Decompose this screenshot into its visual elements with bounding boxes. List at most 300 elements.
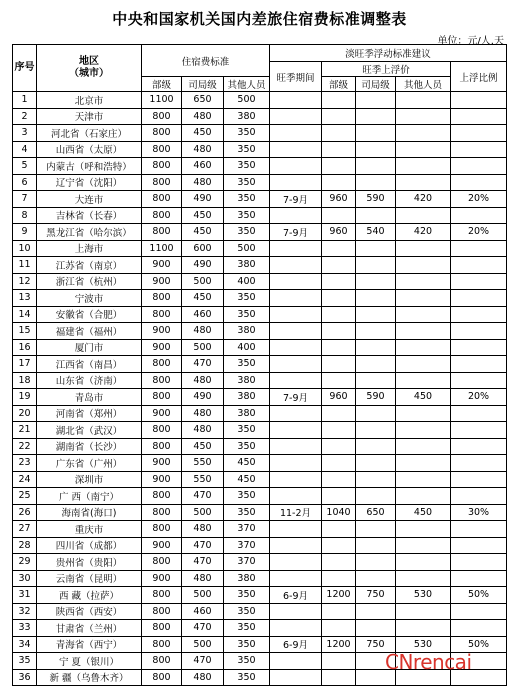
row-bureau: 460: [182, 158, 224, 175]
table-row: [13, 306, 507, 323]
table-row: [13, 141, 507, 158]
row-region: 宁波市: [37, 290, 142, 307]
row-peak-others: [396, 488, 451, 505]
row-others: 350: [224, 422, 270, 439]
row-others: 350: [224, 158, 270, 175]
row-peak-bureau: [356, 141, 396, 158]
row-region: 四川省（成都）: [37, 537, 142, 554]
row-number: 12: [13, 273, 37, 290]
header-others: 其他人员: [224, 77, 270, 92]
row-number: 36: [13, 669, 37, 686]
row-peak-bureau: 590: [356, 191, 396, 208]
row-number: 18: [13, 372, 37, 389]
row-region: 河北省（石家庄）: [37, 125, 142, 142]
row-peak-bureau: [356, 537, 396, 554]
header-standard: 住宿费标准: [142, 45, 270, 77]
row-others: 500: [224, 240, 270, 257]
row-peak-others: [396, 620, 451, 637]
row-peak-ministry: [322, 273, 356, 290]
row-ministry: 800: [142, 224, 182, 241]
row-peak-period: 7-9月: [270, 191, 322, 208]
row-bureau: 500: [182, 339, 224, 356]
row-peak-others: 450: [396, 504, 451, 521]
row-region: 黑龙江省（哈尔滨）: [37, 224, 142, 241]
row-peak-period: [270, 455, 322, 472]
row-number: 24: [13, 471, 37, 488]
row-others: 450: [224, 455, 270, 472]
row-ministry: 800: [142, 356, 182, 373]
row-ratio: [451, 290, 507, 307]
row-bureau: 450: [182, 207, 224, 224]
header-peak-ministry: 部级: [322, 77, 356, 92]
row-peak-others: [396, 174, 451, 191]
row-peak-period: [270, 653, 322, 670]
row-peak-bureau: [356, 339, 396, 356]
row-bureau: 500: [182, 587, 224, 604]
row-ratio: [451, 174, 507, 191]
row-peak-period: 6-9月: [270, 587, 322, 604]
row-peak-bureau: [356, 603, 396, 620]
row-ratio: [451, 339, 507, 356]
row-region: 辽宁省（沈阳）: [37, 174, 142, 191]
row-ratio: 50%: [451, 587, 507, 604]
row-peak-ministry: [322, 141, 356, 158]
row-peak-others: [396, 603, 451, 620]
row-peak-period: [270, 125, 322, 142]
row-peak-others: 450: [396, 389, 451, 406]
row-region: 吉林省（长春）: [37, 207, 142, 224]
row-region: 北京市: [37, 92, 142, 109]
row-bureau: 470: [182, 653, 224, 670]
table-row: [13, 290, 507, 307]
row-ratio: [451, 488, 507, 505]
row-peak-period: [270, 405, 322, 422]
row-peak-ministry: [322, 92, 356, 109]
row-peak-bureau: [356, 521, 396, 538]
table-row: [13, 422, 507, 439]
row-number: 5: [13, 158, 37, 175]
row-number: 13: [13, 290, 37, 307]
row-ratio: [451, 240, 507, 257]
row-others: 350: [224, 636, 270, 653]
row-region: 河南省（郑州）: [37, 405, 142, 422]
row-bureau: 460: [182, 603, 224, 620]
row-number: 15: [13, 323, 37, 340]
row-number: 17: [13, 356, 37, 373]
row-peak-others: [396, 158, 451, 175]
table-row: [13, 372, 507, 389]
row-peak-others: [396, 306, 451, 323]
row-number: 34: [13, 636, 37, 653]
row-peak-others: [396, 108, 451, 125]
row-bureau: 480: [182, 141, 224, 158]
row-peak-ministry: [322, 455, 356, 472]
row-ratio: [451, 306, 507, 323]
row-bureau: 470: [182, 554, 224, 571]
row-region: 厦门市: [37, 339, 142, 356]
row-others: 350: [224, 224, 270, 241]
row-peak-period: [270, 207, 322, 224]
row-region: 陕西省（西安）: [37, 603, 142, 620]
row-peak-others: [396, 422, 451, 439]
row-number: 28: [13, 537, 37, 554]
row-others: 350: [224, 587, 270, 604]
row-peak-others: [396, 356, 451, 373]
row-number: 4: [13, 141, 37, 158]
row-peak-period: [270, 422, 322, 439]
row-ratio: [451, 356, 507, 373]
table-row: [13, 257, 507, 274]
row-peak-others: [396, 339, 451, 356]
row-others: 350: [224, 669, 270, 686]
row-bureau: 490: [182, 389, 224, 406]
row-ratio: [451, 141, 507, 158]
row-region: 海南省(海口): [37, 504, 142, 521]
row-others: 380: [224, 108, 270, 125]
row-region: 重庆市: [37, 521, 142, 538]
row-number: 8: [13, 207, 37, 224]
row-peak-ministry: [322, 405, 356, 422]
row-region: 新 疆（乌鲁木齐）: [37, 669, 142, 686]
row-bureau: 470: [182, 620, 224, 637]
row-number: 6: [13, 174, 37, 191]
row-peak-period: 6-9月: [270, 636, 322, 653]
row-peak-others: [396, 240, 451, 257]
row-number: 2: [13, 108, 37, 125]
row-ministry: 800: [142, 669, 182, 686]
row-number: 33: [13, 620, 37, 637]
row-ministry: 900: [142, 323, 182, 340]
watermark-logo: CNrencai: [385, 650, 472, 674]
row-bureau: 450: [182, 125, 224, 142]
header-bureau: 司局级: [182, 77, 224, 92]
row-bureau: 480: [182, 108, 224, 125]
row-bureau: 480: [182, 405, 224, 422]
row-peak-period: [270, 570, 322, 587]
row-region: 福建省（福州）: [37, 323, 142, 340]
row-peak-others: [396, 554, 451, 571]
header-region: 地区 （城市）: [37, 45, 142, 92]
row-number: 11: [13, 257, 37, 274]
row-peak-bureau: [356, 438, 396, 455]
row-ministry: 900: [142, 273, 182, 290]
row-peak-period: [270, 669, 322, 686]
row-region: 湖北省（武汉）: [37, 422, 142, 439]
row-peak-period: 7-9月: [270, 389, 322, 406]
row-number: 31: [13, 587, 37, 604]
row-peak-ministry: [322, 422, 356, 439]
row-peak-period: [270, 620, 322, 637]
row-ministry: 800: [142, 306, 182, 323]
row-bureau: 450: [182, 224, 224, 241]
row-peak-others: [396, 405, 451, 422]
row-peak-bureau: [356, 158, 396, 175]
row-peak-ministry: 1200: [322, 587, 356, 604]
table-row: [13, 339, 507, 356]
row-number: 3: [13, 125, 37, 142]
table-row: [13, 405, 507, 422]
row-others: 380: [224, 323, 270, 340]
row-peak-period: [270, 290, 322, 307]
row-number: 1: [13, 92, 37, 109]
row-others: 350: [224, 488, 270, 505]
row-peak-period: [270, 356, 322, 373]
row-peak-bureau: [356, 471, 396, 488]
row-ministry: 800: [142, 191, 182, 208]
row-peak-ministry: [322, 537, 356, 554]
row-number: 14: [13, 306, 37, 323]
row-peak-bureau: 750: [356, 587, 396, 604]
row-bureau: 550: [182, 471, 224, 488]
row-ratio: 50%: [451, 636, 507, 653]
row-peak-others: 420: [396, 191, 451, 208]
header-peak-bureau: 司局级: [356, 77, 396, 92]
row-peak-period: [270, 554, 322, 571]
header-peak-up: 旺季上浮价: [322, 62, 451, 77]
row-ratio: [451, 570, 507, 587]
row-peak-others: [396, 455, 451, 472]
row-ratio: [451, 603, 507, 620]
row-ratio: [451, 273, 507, 290]
row-peak-period: [270, 273, 322, 290]
row-bureau: 550: [182, 455, 224, 472]
row-peak-bureau: [356, 422, 396, 439]
row-peak-ministry: [322, 356, 356, 373]
row-peak-bureau: [356, 92, 396, 109]
row-ministry: 800: [142, 207, 182, 224]
row-peak-period: 11-2月: [270, 504, 322, 521]
row-ratio: 30%: [451, 504, 507, 521]
table-row: [13, 125, 507, 142]
row-ratio: [451, 422, 507, 439]
row-ministry: 800: [142, 521, 182, 538]
row-peak-period: [270, 92, 322, 109]
row-bureau: 470: [182, 537, 224, 554]
row-ratio: [451, 438, 507, 455]
table-row: [13, 504, 507, 521]
table-row: [13, 455, 507, 472]
row-peak-ministry: [322, 174, 356, 191]
row-peak-bureau: [356, 455, 396, 472]
row-number: 32: [13, 603, 37, 620]
row-peak-ministry: [322, 125, 356, 142]
row-region: 安徽省（合肥）: [37, 306, 142, 323]
header-season-suggest: 淡旺季浮动标准建议: [270, 45, 507, 62]
row-peak-period: [270, 240, 322, 257]
row-ratio: [451, 92, 507, 109]
row-ministry: 900: [142, 257, 182, 274]
row-peak-ministry: [322, 207, 356, 224]
row-ministry: 900: [142, 405, 182, 422]
header-seq: 序号: [13, 45, 37, 92]
row-others: 370: [224, 537, 270, 554]
table-row: [13, 92, 507, 109]
table-row: [13, 521, 507, 538]
row-peak-ministry: [322, 620, 356, 637]
row-peak-others: [396, 521, 451, 538]
row-ministry: 800: [142, 653, 182, 670]
row-peak-ministry: [322, 570, 356, 587]
row-ministry: 800: [142, 141, 182, 158]
row-peak-ministry: [322, 438, 356, 455]
row-ratio: [451, 207, 507, 224]
row-peak-others: [396, 438, 451, 455]
row-bureau: 480: [182, 174, 224, 191]
row-ministry: 800: [142, 504, 182, 521]
row-ratio: [451, 125, 507, 142]
row-peak-bureau: [356, 554, 396, 571]
row-region: 大连市: [37, 191, 142, 208]
row-region: 西 藏（拉萨）: [37, 587, 142, 604]
row-ministry: 900: [142, 570, 182, 587]
row-peak-ministry: 960: [322, 389, 356, 406]
row-bureau: 490: [182, 257, 224, 274]
unit-label: 单位：元/人.天: [437, 36, 504, 47]
row-peak-period: [270, 141, 322, 158]
row-peak-period: [270, 488, 322, 505]
table-row: [13, 158, 507, 175]
table-row: [13, 438, 507, 455]
row-ratio: [451, 372, 507, 389]
row-others: 350: [224, 141, 270, 158]
row-others: 380: [224, 257, 270, 274]
row-ministry: 900: [142, 537, 182, 554]
row-bureau: 500: [182, 273, 224, 290]
table-row: [13, 620, 507, 637]
row-region: 江苏省（南京）: [37, 257, 142, 274]
row-peak-ministry: [322, 257, 356, 274]
row-peak-bureau: [356, 372, 396, 389]
row-ministry: 800: [142, 174, 182, 191]
row-region: 上海市: [37, 240, 142, 257]
row-others: 400: [224, 273, 270, 290]
row-others: 400: [224, 339, 270, 356]
row-ratio: [451, 108, 507, 125]
row-bureau: 450: [182, 290, 224, 307]
row-peak-others: 530: [396, 636, 451, 653]
row-peak-others: [396, 273, 451, 290]
row-number: 35: [13, 653, 37, 670]
row-peak-ministry: [322, 290, 356, 307]
row-ministry: 900: [142, 339, 182, 356]
row-peak-period: [270, 174, 322, 191]
table-row: [13, 174, 507, 191]
row-others: 350: [224, 290, 270, 307]
table-row: [13, 191, 507, 208]
row-bureau: 460: [182, 306, 224, 323]
row-region: 贵州省（贵阳）: [37, 554, 142, 571]
row-peak-others: [396, 257, 451, 274]
row-number: 20: [13, 405, 37, 422]
row-ratio: [451, 537, 507, 554]
row-others: 350: [224, 306, 270, 323]
row-ratio: [451, 405, 507, 422]
row-number: 7: [13, 191, 37, 208]
row-peak-ministry: 1200: [322, 636, 356, 653]
row-ministry: 800: [142, 158, 182, 175]
row-region: 山西省（太原）: [37, 141, 142, 158]
row-region: 浙江省（杭州）: [37, 273, 142, 290]
table-body: [13, 92, 507, 686]
row-peak-others: [396, 537, 451, 554]
row-peak-bureau: [356, 290, 396, 307]
page-title: 中央和国家机关国内差旅住宿费标准调整表: [112, 10, 407, 28]
row-others: 450: [224, 471, 270, 488]
row-others: 380: [224, 389, 270, 406]
table-row: [13, 603, 507, 620]
row-bureau: 600: [182, 240, 224, 257]
row-ratio: 20%: [451, 224, 507, 241]
row-peak-bureau: [356, 207, 396, 224]
row-number: 30: [13, 570, 37, 587]
row-peak-bureau: [356, 323, 396, 340]
row-region: 青岛市: [37, 389, 142, 406]
row-region: 天津市: [37, 108, 142, 125]
row-peak-bureau: [356, 488, 396, 505]
row-others: 380: [224, 372, 270, 389]
row-peak-bureau: [356, 356, 396, 373]
row-bureau: 470: [182, 488, 224, 505]
row-peak-others: [396, 92, 451, 109]
row-ratio: [451, 471, 507, 488]
row-peak-period: [270, 521, 322, 538]
table-row: [13, 587, 507, 604]
row-peak-bureau: [356, 125, 396, 142]
row-others: 350: [224, 504, 270, 521]
row-others: 350: [224, 653, 270, 670]
row-number: 21: [13, 422, 37, 439]
row-bureau: 650: [182, 92, 224, 109]
row-peak-others: [396, 471, 451, 488]
row-peak-bureau: [356, 108, 396, 125]
row-peak-ministry: [322, 306, 356, 323]
table-row: [13, 356, 507, 373]
row-peak-period: [270, 339, 322, 356]
row-peak-ministry: [322, 240, 356, 257]
row-region: 广东省（广州）: [37, 455, 142, 472]
row-ministry: 800: [142, 422, 182, 439]
table-row: [13, 554, 507, 571]
row-ratio: 20%: [451, 389, 507, 406]
row-peak-ministry: [322, 521, 356, 538]
row-bureau: 480: [182, 521, 224, 538]
row-peak-ministry: [322, 669, 356, 686]
row-others: 350: [224, 438, 270, 455]
row-region: 深圳市: [37, 471, 142, 488]
row-number: 19: [13, 389, 37, 406]
row-peak-bureau: [356, 405, 396, 422]
row-ministry: 900: [142, 471, 182, 488]
row-ministry: 800: [142, 587, 182, 604]
row-ministry: 800: [142, 389, 182, 406]
row-bureau: 480: [182, 570, 224, 587]
row-peak-period: [270, 471, 322, 488]
header-peak-others: 其他人员: [396, 77, 451, 92]
row-region: 甘肃省（兰州）: [37, 620, 142, 637]
table-row: [13, 471, 507, 488]
header-ratio: 上浮比例: [451, 62, 507, 92]
table-row: [13, 207, 507, 224]
table-row: [13, 273, 507, 290]
row-peak-period: 7-9月: [270, 224, 322, 241]
row-peak-ministry: [322, 108, 356, 125]
row-bureau: 470: [182, 356, 224, 373]
row-peak-period: [270, 257, 322, 274]
row-number: 22: [13, 438, 37, 455]
row-others: 370: [224, 554, 270, 571]
row-bureau: 480: [182, 669, 224, 686]
row-peak-bureau: 650: [356, 504, 396, 521]
